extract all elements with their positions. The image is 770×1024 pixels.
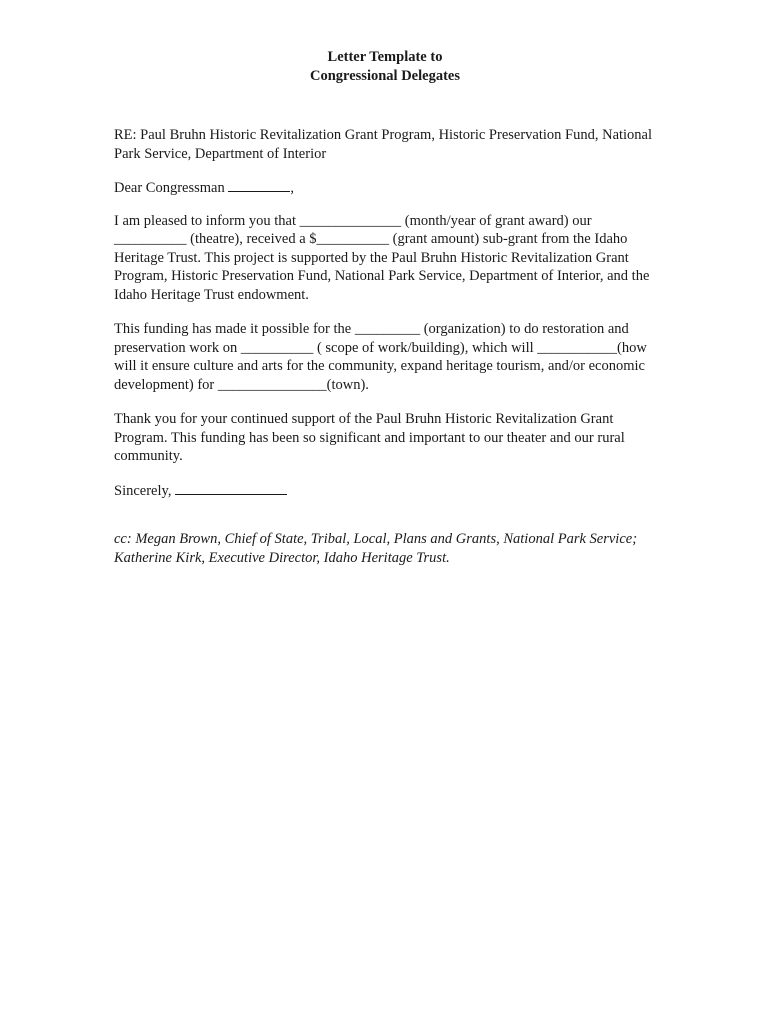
title-line-2: Congressional Delegates (310, 68, 460, 84)
closing (114, 482, 659, 501)
letter-body (114, 126, 659, 583)
paragraph-grant-award: I am pleased to inform you that ______________ (month/year of grant award) our __________ (theatre), received a $__________ (grant amount) sub-grant from the Idaho Heritage Trust. This project is supported by the Paul Bruhn Historic Revitalization Grant Program, Historic Preservation Fund, National Park Service, Department of Interior, and the Idaho Heritage Trust endowment. (114, 212, 650, 303)
congressman-name-blank[interactable] (228, 179, 290, 192)
salutation-prefix: Dear Congressman (114, 180, 229, 196)
paragraph-thank-you: Thank you for your continued support of the Paul Bruhn Historic Revitalization Grant Program. This funding has been so significant and important to our theater and our rural community. (114, 411, 625, 464)
salutation (114, 179, 659, 198)
title-line-1: Letter Template to (327, 49, 443, 65)
closing-label: Sincerely, (114, 482, 176, 499)
paragraph-funding-impact: This funding has made it possible for the _________ (organization) to do restoration and preservation work on __________ ( scope of work/building), which will ___________(how will it ensure culture and arts for the community, expand heritage tourism, and/or economic development) for _______________(town). (114, 321, 647, 393)
cc-line: cc: Megan Brown, Chief of State, Tribal, Local, Plans and Grants, National Park Service; Katherine Kirk, Executive Director, Idaho Heritage Trust. (114, 531, 638, 566)
document-title (0, 48, 770, 86)
re-line: RE: Paul Bruhn Historic Revitalization Grant Program, Historic Preservation Fund, National Park Service, Department of Interior (114, 127, 653, 162)
salutation-suffix: , (290, 180, 294, 196)
signature-blank[interactable] (175, 482, 287, 495)
